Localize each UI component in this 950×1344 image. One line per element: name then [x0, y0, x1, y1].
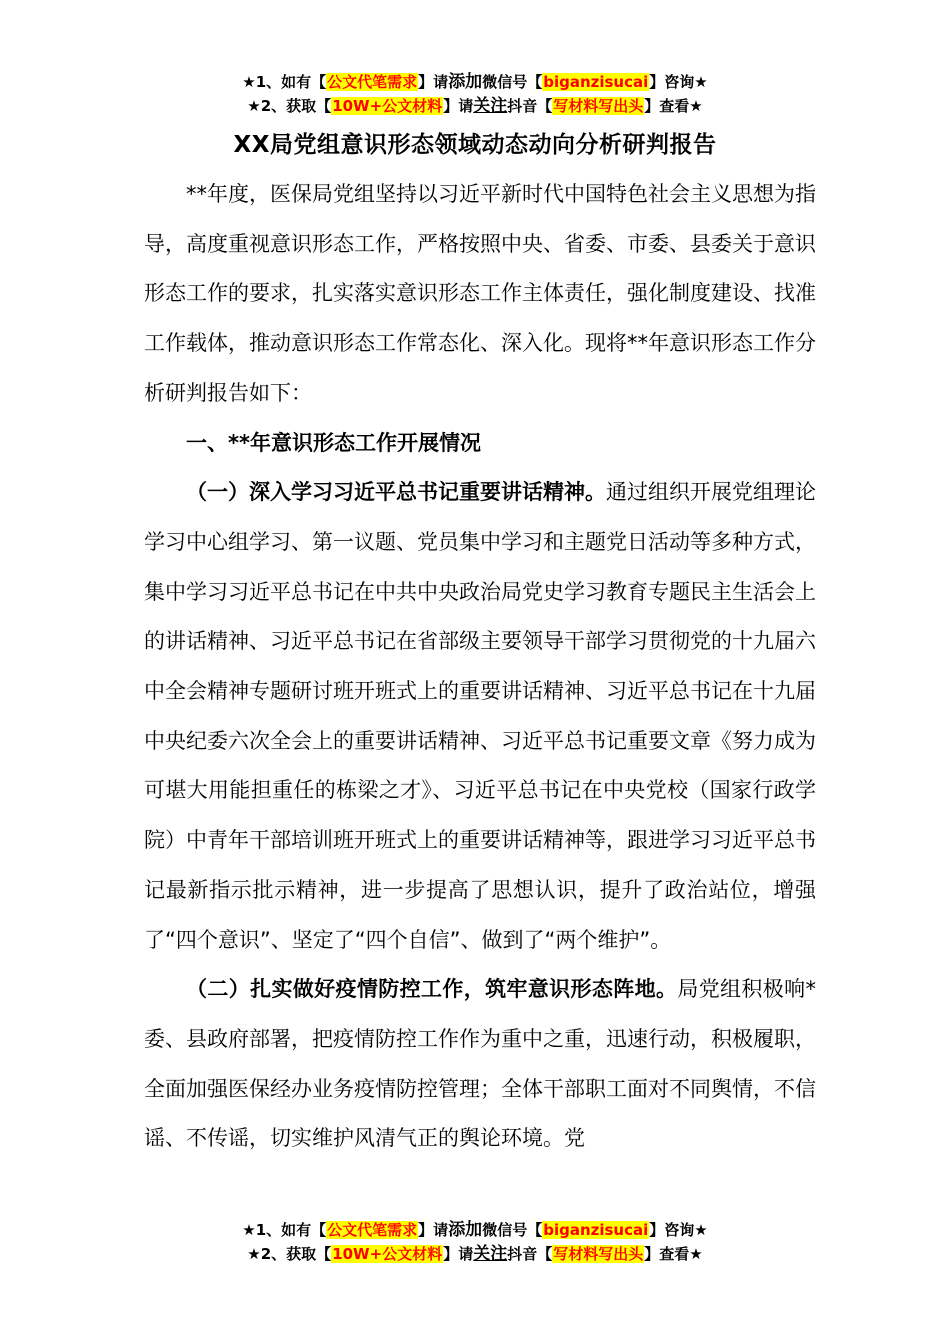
promo-wechat-id: biganzisucai — [543, 73, 649, 91]
promo-text: 微信号【 — [482, 1221, 543, 1239]
paragraph-text: 局党组积极响*委、县政府部署，把疫情防控工作作为重中之重，迅速行动，积极履职，全面加强医保经办业务疫情防控管理；全体干部职工面对不同舆情，不信谣、不传谣，切实维护风清气正的舆论环境。党 — [144, 977, 817, 1151]
document-body — [144, 170, 816, 1164]
promo-text: 添加 — [448, 72, 483, 92]
promo-text: 抖音【 — [507, 1245, 553, 1263]
promo-highlight: 公文代笔需求 — [327, 1221, 418, 1239]
promo-text: 】咨询★ — [649, 1221, 708, 1239]
promo-text: 微信号【 — [482, 73, 543, 91]
promo-text: ★2、获取【 — [247, 97, 332, 115]
promo-text: ★1、如有【 — [242, 73, 327, 91]
promo-douyin-id: 写材料写出头 — [553, 1245, 644, 1263]
section-paragraph-1 — [144, 468, 816, 965]
section-heading: 一、**年意识形态工作开展情况 — [186, 430, 481, 455]
promo-line-2 — [0, 94, 950, 118]
promo-banner-bottom — [0, 1218, 950, 1266]
intro-paragraph: **年度，医保局党组坚持以习近平新时代中国特色社会主义思想为指导，高度重视意识形态工作，严格按照中央、省委、市委、县委关于意识形态工作的要求，扎实落实意识形态工作主体责任，强化制度建设、找准工作载体，推动意识形态工作常态化、深入化。现将**年意识形态工作分析研判报告如下： — [144, 182, 816, 405]
promo-text: 】查看★ — [644, 1245, 703, 1263]
promo-text: ★2、获取【 — [247, 1245, 332, 1263]
promo-text: 】请 — [418, 1221, 449, 1239]
promo-highlight: 10W+公文材料 — [332, 97, 443, 115]
promo-wechat-id: biganzisucai — [543, 1221, 649, 1239]
promo-text: 关注 — [473, 96, 508, 116]
promo-text: 】请 — [418, 73, 449, 91]
document-title: XX局党组意识形态领域动态动向分析研判报告 — [233, 132, 717, 158]
promo-text: 抖音【 — [507, 97, 553, 115]
promo-line-1 — [0, 1218, 950, 1242]
paragraph-lead: （一）深入学习习近平总书记重要讲话精神。 — [186, 480, 606, 505]
promo-highlight: 公文代笔需求 — [327, 73, 418, 91]
promo-highlight: 10W+公文材料 — [332, 1245, 443, 1263]
promo-text: ★1、如有【 — [242, 1221, 327, 1239]
promo-line-1 — [0, 70, 950, 94]
promo-text: 】请 — [443, 97, 474, 115]
promo-text: 添加 — [448, 1220, 483, 1240]
promo-text: 关注 — [473, 1244, 508, 1264]
promo-douyin-id: 写材料写出头 — [553, 97, 644, 115]
promo-banner-top — [0, 70, 950, 118]
section-paragraph-2 — [144, 965, 816, 1164]
paragraph-text: 通过组织开展党组理论学习中心组学习、第一议题、党员集中学习和主题党日活动等多种方式，集中学习习近平总书记在中共中央政治局党史学习教育专题民主生活会上的讲话精神、习近平总书记在省部级主要领导干部学习贯彻党的十九届六中全会精神专题研讨班开班式上的重要讲话精神、习近平总书记在十九届中央纪委六次全会上的重要讲话精神、习近平总书记重要文章《努力成为可堪大用能担重任的栋梁之才》、习近平总书记在中央党校（国家行政学院）中青年干部培训班开班式上的重要讲话精神等，跟进学习习近平总书记最新指示批示精神，进一步提高了思想认识，提升了政治站位，增强了“四个意识”、坚定了“四个自信”、做到了“两个维护”。 — [144, 480, 816, 952]
promo-text: 】请 — [443, 1245, 474, 1263]
promo-text: 】咨询★ — [649, 73, 708, 91]
promo-line-2 — [0, 1242, 950, 1266]
paragraph-lead: （二）扎实做好疫情防控工作，筑牢意识形态阵地。 — [186, 977, 678, 1002]
promo-text: 】查看★ — [644, 97, 703, 115]
